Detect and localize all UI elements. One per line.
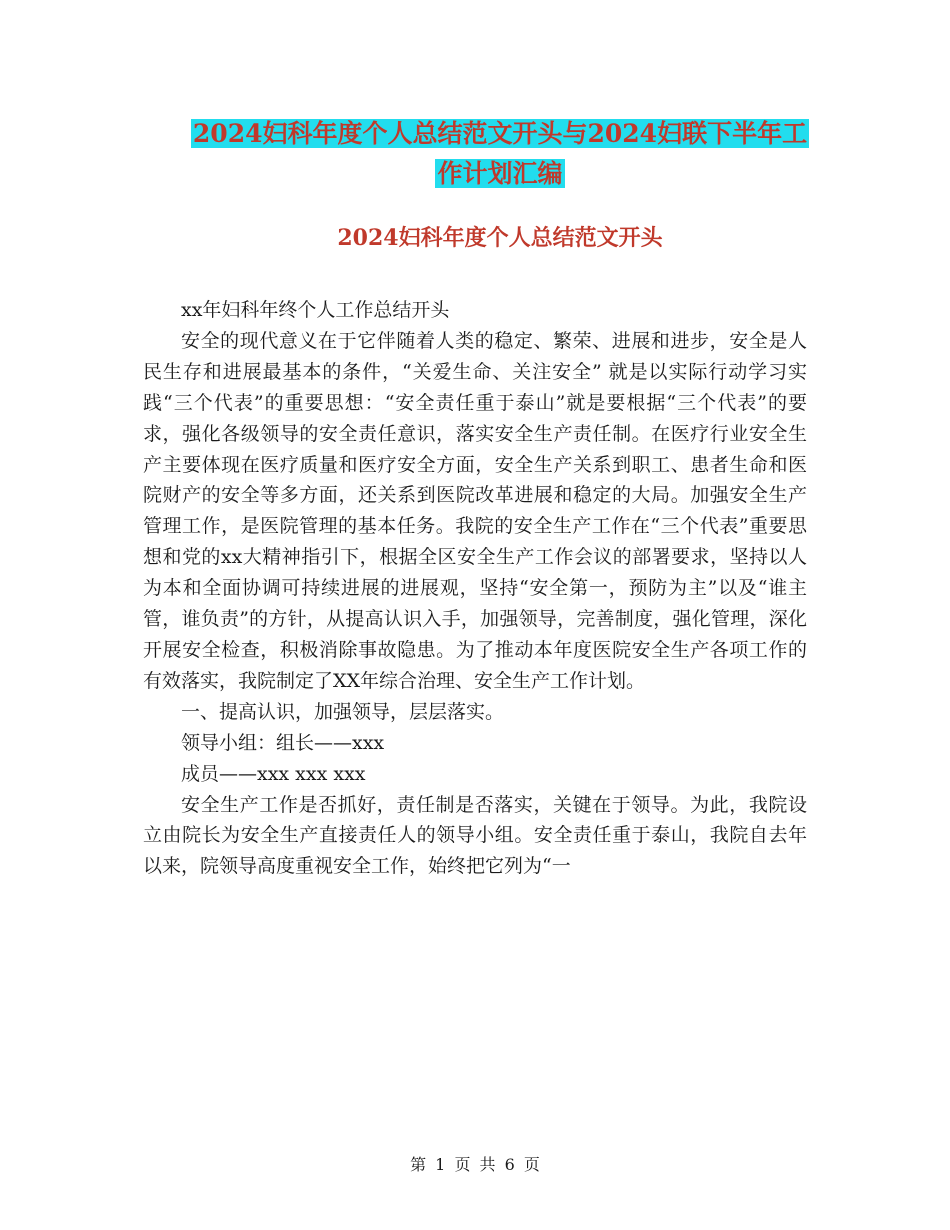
document-body <box>143 295 807 882</box>
page-footer: 第 1 页 共 6 页 <box>410 1155 540 1174</box>
paragraph: 安全的现代意义在于它伴随着人类的稳定、繁荣、进展和进步，安全是人民生存和进展最基本的条件，“关爱生命、关注安全” 就是以实际行动学习实践“三个代表”的重要思想：“安全责任重于泰山”就是要根据“三个代表”的要求，强化各级领导的安全责任意识，落实安全生产责任制。在医疗行业安全生产主要体现在医疗质量和医疗安全方面，安全生产关系到职工、患者生命和医院财产的安全等多方面，还关系到医院改革进展和稳定的大局。加强安全生产管理工作，是医院管理的基本任务。我院的安全生产工作在“三个代表”重要思想和党的xx大精神指引下，根据全区安全生产工作会议的部署要求，坚持以人为本和全面协调可持续进展的进展观，坚持“安全第一，预防为主”以及“谁主管，谁负责”的方针，从提高认识入手，加强领导，完善制度，强化管理，深化开展安全检查，积极消除事故隐患。为了推动本年度医院安全生产各项工作的有效落实，我院制定了XX年综合治理、安全生产工作计划。 <box>143 329 807 692</box>
title-line-1: 2024妇科年度个人总结范文开头与2024妇联下半年工 <box>192 119 808 148</box>
title-line-2: 作计划汇编 <box>437 159 563 188</box>
paragraph: 成员——xxx xxx xxx <box>181 762 366 785</box>
paragraph: 一、提高认识，加强领导，层层落实。 <box>181 700 505 723</box>
paragraph: 领导小组：组长——xxx <box>181 731 385 754</box>
document-title <box>130 114 870 194</box>
section-title: 2024妇科年度个人总结范文开头 <box>337 225 663 251</box>
paragraph: 安全生产工作是否抓好，责任制是否落实，关键在于领导。为此，我院设立由院长为安全生产直接责任人的领导小组。安全责任重于泰山，我院自去年以来，院领导高度重视安全工作，始终把它列为“一 <box>143 793 807 878</box>
paragraph: xx年妇科年终个人工作总结开头 <box>181 299 450 321</box>
